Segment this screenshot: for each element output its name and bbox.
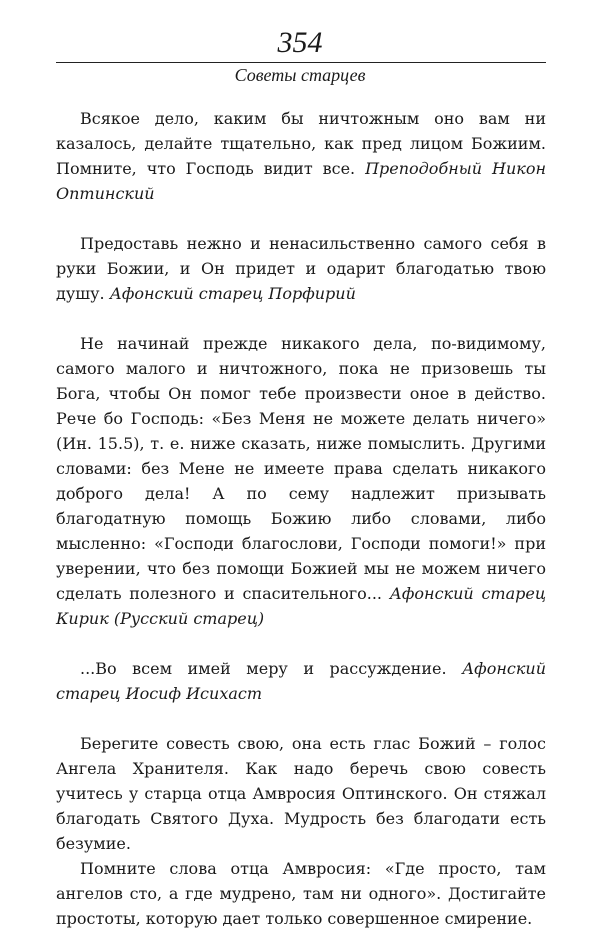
attribution: Афонский старец Порфирий <box>109 284 356 303</box>
paragraph <box>56 656 546 706</box>
paragraph-text: Не начинай прежде никакого дела, по-видимому, самого малого и ничтожного, пока не призовешь ты Бога, чтобы Он помог тебе произвести оное в действо. Рече бо Господь: «Без Меня не можете делать ничего» (Ин. 15.5), т. е. ниже сказать, ниже помыслить. Другими словами: без Мене не имеете права сделать никакого доброго дела! А по сему надлежит призывать благодатную помощь Божию либо словами, либо мысленно: «Господи благослови, Господи помоги!» при уверении, что без помощи Божией мы не можем ничего сделать полезного и спасительного... <box>56 334 546 603</box>
paragraph-text: Берегите совесть свою, она есть глас Божий – голос Ангела Хранителя. Как надо беречь свою совесть учитесь у старца отца Амвросия Оптинского. Он стяжал благодать Святого Духа. Мудрость без благодати есть безумие. <box>56 734 546 853</box>
header-rule <box>56 62 546 63</box>
paragraph-text: Всякое дело, каким бы ничтожным оно вам ни казалось, делайте тщательно, как пред лицом Божиим. Помните, что Господь видит все. <box>56 109 546 178</box>
paragraph-text: Помните слова отца Амвросия: «Где просто, там ангелов сто, а где мудрено, там ни одного». Достигайте простоты, которую дает только совершенное смирение. <box>56 859 546 928</box>
paragraph-text: ...Во всем имей меру и рассуждение. <box>80 659 463 678</box>
paragraph <box>56 731 546 856</box>
paragraph-text: Предоставь нежно и ненасильственно самого себя в руки Божии, и Он придет и одарит благодатью твою душу. <box>56 234 546 303</box>
attribution: Афонский старец Кирик (Русский старец) <box>56 584 547 628</box>
attribution: Преподобный Никон Оптинский <box>56 159 546 203</box>
paragraph <box>56 106 546 206</box>
paragraph <box>56 231 546 306</box>
paragraph <box>56 331 546 631</box>
running-header: Советы старцев <box>234 65 366 85</box>
paragraph <box>56 856 546 931</box>
attribution: Афонский старец Иосиф Исихаст <box>56 659 546 703</box>
page-body <box>56 106 546 931</box>
page-number: 354 <box>277 26 323 59</box>
